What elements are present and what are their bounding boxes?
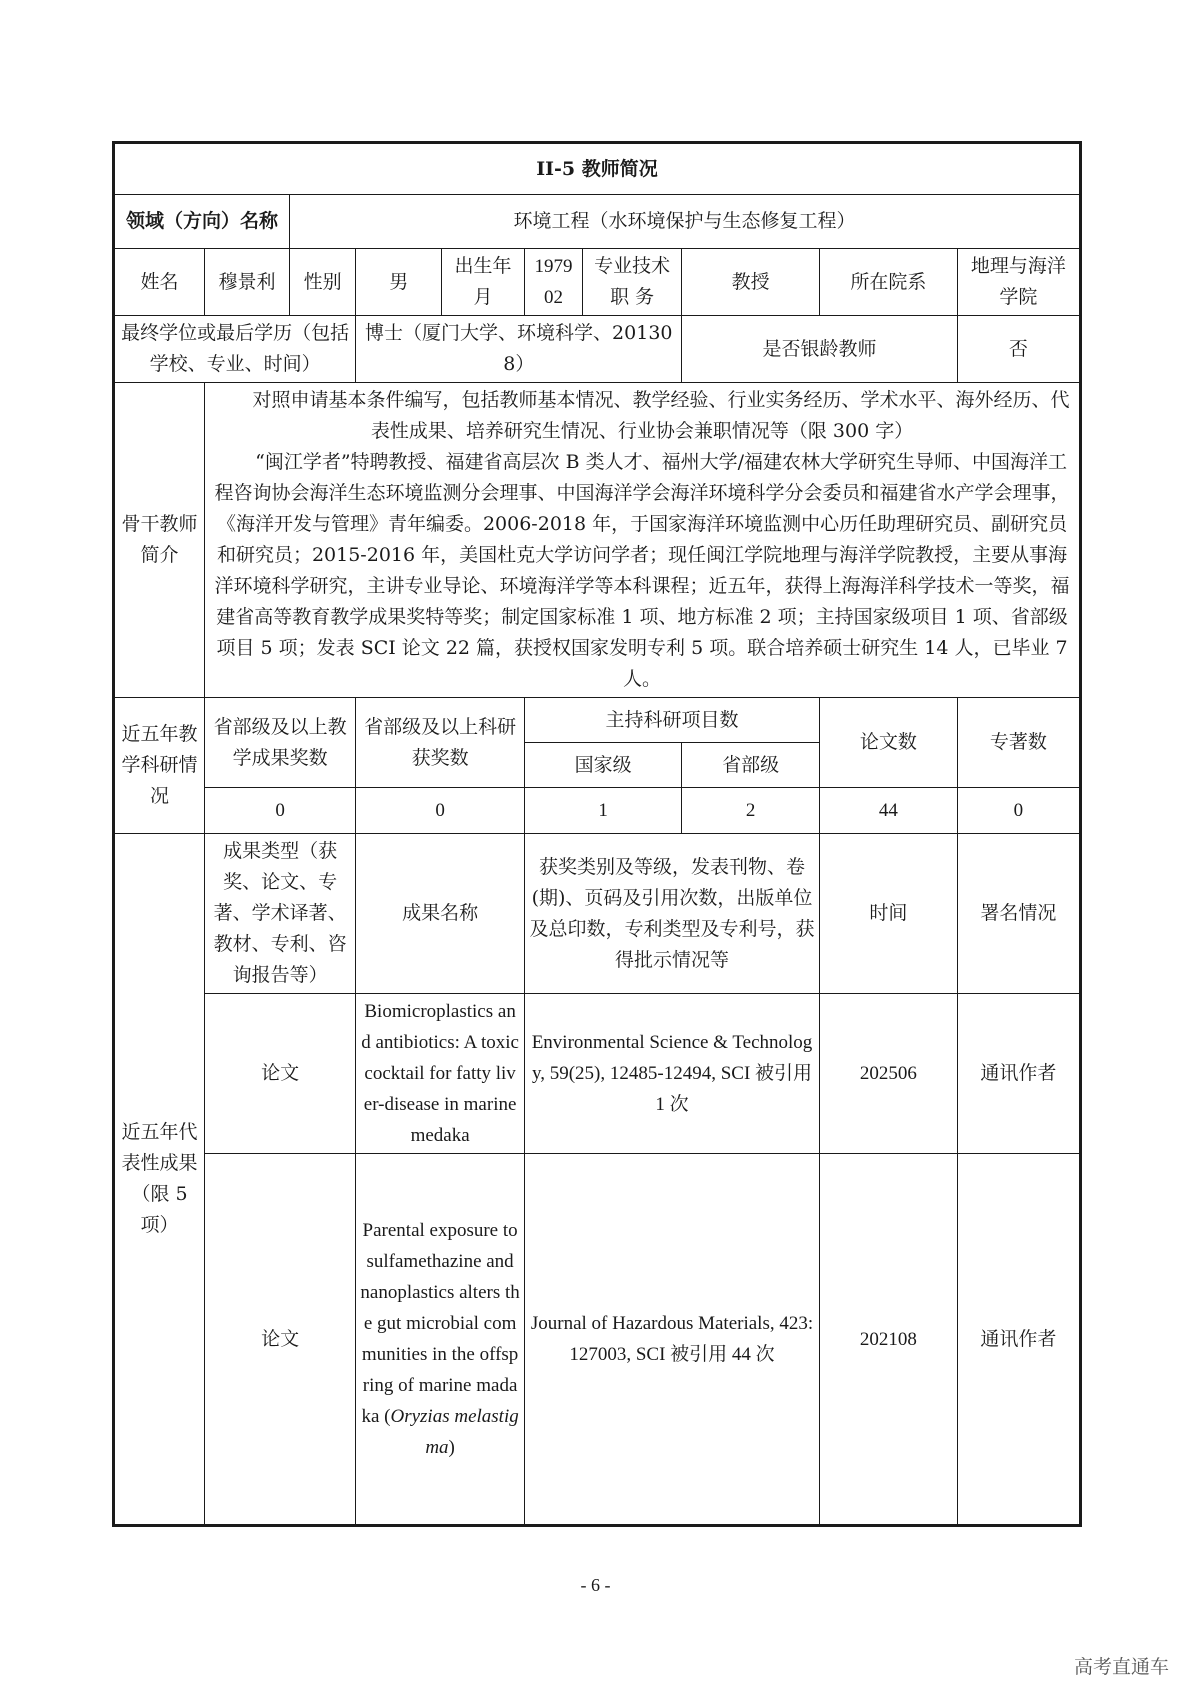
col-books: 专著数: [957, 698, 1080, 788]
achievement-name-text: Parental exposure to sulfamethazine and nanoplastics alters the gut microbial communities in the offspring of marine madaka (: [360, 1220, 520, 1427]
field-value: 环境工程（水环境保护与生态修复工程）: [289, 195, 1080, 249]
species-name: Oryzias melastigma: [390, 1406, 519, 1458]
achievement-type: 论文: [205, 1154, 356, 1526]
col-name: 成果名称: [356, 834, 525, 994]
col-provincial: 省部级: [682, 743, 820, 788]
research-label: 近五年教学科研情况: [114, 698, 205, 834]
col-detail: 获奖类别及等级，发表刊物、卷(期)、页码及引用次数，出版单位及总印数，专利类型及专利号，获得批示情况等: [524, 834, 819, 994]
title-value: 教授: [682, 249, 820, 316]
achievement-author: 通讯作者: [957, 994, 1080, 1154]
gender-value: 男: [356, 249, 442, 316]
value-provincial: 2: [682, 788, 820, 834]
value-national: 1: [524, 788, 681, 834]
col-research-award: 省部级及以上科研获奖数: [356, 698, 525, 788]
achievement-detail: Environmental Science & Technology, 59(25), 12485-12494, SCI 被引用 1 次: [524, 994, 819, 1154]
dept-value: 地理与海洋学院: [957, 249, 1080, 316]
table-row: [114, 994, 1081, 1154]
degree-label: 最终学位或最后学历（包括学校、专业、时间）: [114, 316, 356, 383]
gender-label: 性别: [289, 249, 355, 316]
degree-value: 博士（厦门大学、环境科学、201308）: [356, 316, 682, 383]
achievement-name-suffix: ): [448, 1437, 455, 1458]
col-national: 国家级: [524, 743, 681, 788]
intro-body: “闽江学者”特聘教授、福建省高层次 B 类人才、福州大学/福建农林大学研究生导师、中国海洋工程咨询协会海洋生态环境监测分会理事、中国海洋学会海洋环境科学分会委员和福建省水产学会理事，《海洋开发与管理》青年编委。2006-2018 年，于国家海洋环境监测中心历任助理研究员、副研究员和研究员；2015-2016 年，美国杜克大学访问学者；现任闽江学院地理与海洋学院教授，主要从事海洋环境科学研究，主讲专业导论、环境海洋学等本科课程；近五年，获得上海海洋科学技术一等奖，福建省高等教育教学成果奖特等奖；制定国家标准 1 项、地方标准 2 项；主持国家级项目 1 项、省部级项目 5 项；发表 SCI 论文 22 篇，获授权国家发明专利 5 项。联合培养硕士研究生 14 人，已毕业 7 人。: [214, 451, 1070, 690]
dept-label: 所在院系: [820, 249, 958, 316]
value-papers: 44: [820, 788, 958, 834]
achievement-author: 通讯作者: [957, 1154, 1080, 1526]
intro-instruction: 对照申请基本条件编写，包括教师基本情况、教学经验、行业实务经历、学术水平、海外经历、代表性成果、培养研究生情况、行业协会兼职情况等（限 300 字）: [252, 389, 1070, 442]
watermark: 高考直通车: [1073, 1656, 1169, 1678]
achievement-detail: Journal of Hazardous Materials, 423: 127003, SCI 被引用 44 次: [524, 1154, 819, 1526]
silver-label: 是否银龄教师: [682, 316, 957, 383]
value-research-award: 0: [356, 788, 525, 834]
section-title: II-5 教师简况: [114, 143, 1081, 195]
name-value: 穆景利: [205, 249, 290, 316]
title-label: 专业技术职 务: [582, 249, 681, 316]
value-teaching-award: 0: [205, 788, 356, 834]
col-projects: 主持科研项目数: [524, 698, 819, 743]
col-time: 时间: [820, 834, 958, 994]
silver-value: 否: [957, 316, 1080, 383]
col-teaching-award: 省部级及以上教学成果奖数: [205, 698, 356, 788]
col-type: 成果类型（获奖、论文、专著、学术译著、教材、专利、咨询报告等）: [205, 834, 356, 994]
intro-label: 骨干教师简介: [114, 383, 205, 698]
teacher-profile-table: [112, 141, 1082, 1527]
page-number: - 6 -: [580, 1575, 611, 1595]
birth-label: 出生年月: [442, 249, 525, 316]
col-author: 署名情况: [957, 834, 1080, 994]
name-label: 姓名: [114, 249, 205, 316]
birth-value: 1979 02: [524, 249, 582, 316]
value-books: 0: [957, 788, 1080, 834]
field-label: 领域（方向）名称: [114, 195, 290, 249]
achievement-name: Biomicroplastics and antibiotics: A toxic cocktail for fatty liver-disease in marine medaka: [356, 994, 525, 1154]
achievement-time: 202506: [820, 994, 958, 1154]
achievement-name: [356, 1154, 525, 1526]
achievement-type: 论文: [205, 994, 356, 1154]
col-papers: 论文数: [820, 698, 958, 788]
table-row: [114, 1154, 1081, 1526]
achievements-label: 近五年代表性成果（限 5 项）: [114, 834, 205, 1526]
intro-content: [205, 383, 1081, 698]
achievement-time: 202108: [820, 1154, 958, 1526]
